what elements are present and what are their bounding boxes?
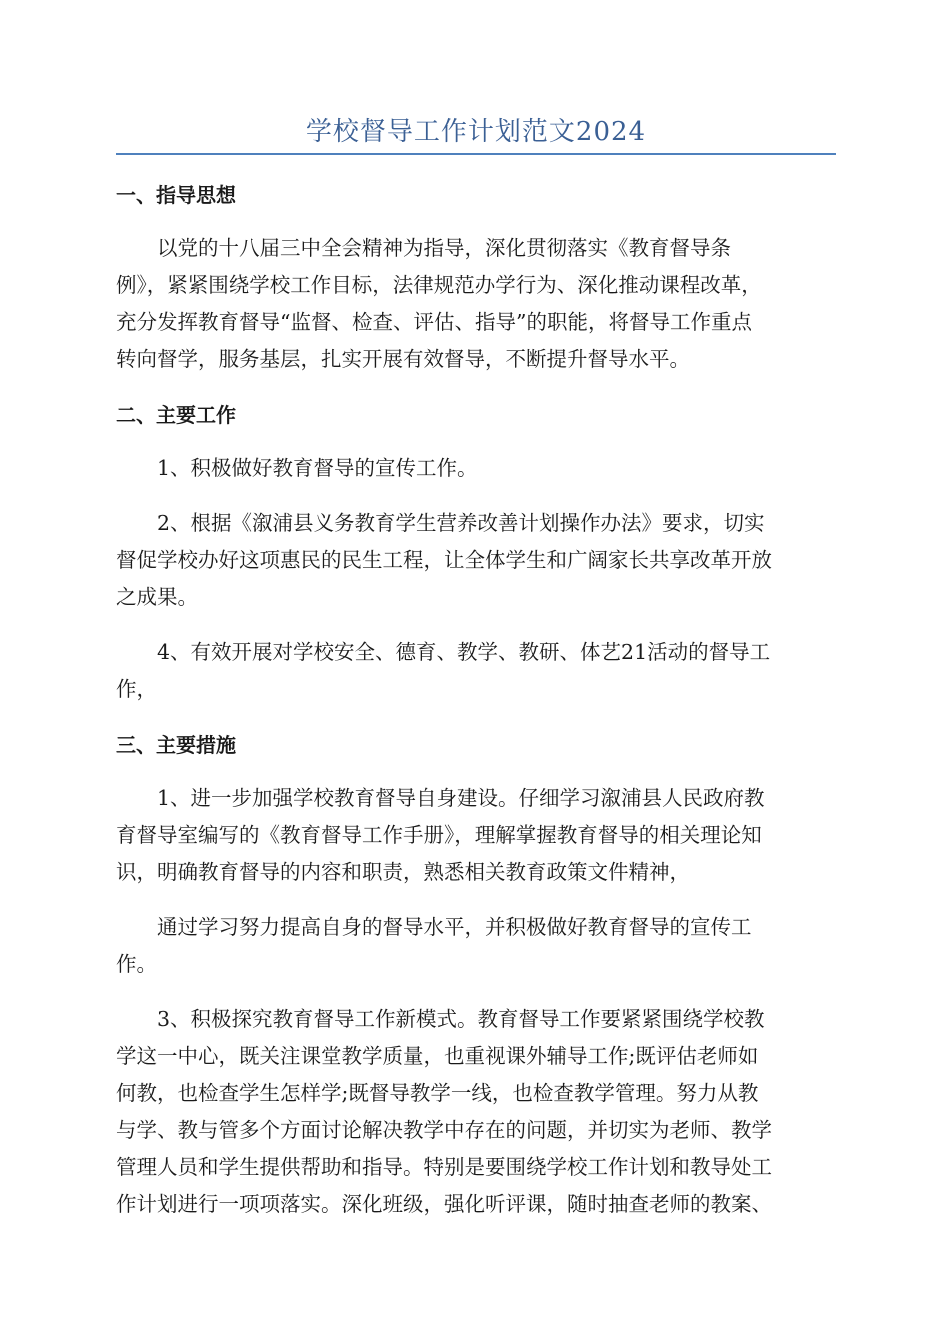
paragraph bbox=[116, 909, 836, 983]
paragraph bbox=[116, 505, 836, 616]
text-line: 例》，紧紧围绕学校工作目标，法律规范办学行为、深化推动课程改革， bbox=[116, 273, 762, 297]
text-line: 育督导室编写的《教育督导工作手册》，理解掌握教育督导的相关理论知 bbox=[116, 823, 762, 847]
text-line: 督促学校办好这项惠民的民生工程，让全体学生和广阔家长共享改革开放 bbox=[116, 548, 772, 572]
text-line: 何教，也检查学生怎样学;既督导教学一线，也检查教学管理。努力从教 bbox=[116, 1081, 759, 1105]
text-line: 充分发挥教育督导“监督、检查、评估、指导”的职能，将督导工作重点 bbox=[116, 310, 752, 334]
text-line: 1、积极做好教育督导的宣传工作。 bbox=[157, 456, 478, 480]
text-line: 1、进一步加强学校教育督导自身建设。仔细学习溆浦县人民政府教 bbox=[157, 786, 765, 810]
section-heading: 三、主要措施 bbox=[116, 733, 236, 757]
document-body bbox=[116, 176, 836, 1241]
text-line: 2、根据《溆浦县义务教育学生营养改善计划操作办法》要求，切实 bbox=[157, 511, 765, 535]
text-line: 学这一中心，既关注课堂教学质量，也重视课外辅导工作;既评估老师如 bbox=[116, 1044, 759, 1068]
text-line: 管理人员和学生提供帮助和指导。特别是要围绕学校工作计划和教导处工 bbox=[116, 1155, 772, 1179]
text-line: 4、有效开展对学校安全、德育、教学、教研、体艺21活动的督导工 bbox=[157, 640, 771, 664]
paragraph bbox=[116, 1001, 836, 1223]
text-line: 作。 bbox=[116, 952, 157, 976]
text-line: 3、积极探究教育督导工作新模式。教育督导工作要紧紧围绕学校教 bbox=[157, 1007, 765, 1031]
paragraph bbox=[116, 780, 836, 891]
text-line: 作计划进行一项项落实。深化班级，强化听评课，随时抽查老师的教案、 bbox=[116, 1192, 772, 1216]
title-underline bbox=[116, 153, 836, 155]
section-heading: 二、主要工作 bbox=[116, 403, 236, 427]
text-line: 作， bbox=[116, 677, 157, 701]
text-line: 以党的十八届三中全会精神为指导，深化贯彻落实《教育督导条 bbox=[157, 236, 731, 260]
paragraph bbox=[116, 450, 836, 487]
text-line: 与学、教与管多个方面讨论解决教学中存在的问题，并切实为老师、教学 bbox=[116, 1118, 772, 1142]
document-title: 学校督导工作计划范文2024 bbox=[305, 117, 647, 147]
paragraph bbox=[116, 634, 836, 708]
paragraph bbox=[116, 230, 836, 378]
section-heading: 一、指导思想 bbox=[116, 183, 236, 207]
text-line: 识，明确教育督导的内容和职责，熟悉相关教育政策文件精神， bbox=[116, 860, 690, 884]
text-line: 通过学习努力提高自身的督导水平，并积极做好教育督导的宣传工 bbox=[157, 915, 752, 939]
text-line: 之成果。 bbox=[116, 585, 198, 609]
text-line: 转向督学，服务基层，扎实开展有效督导，不断提升督导水平。 bbox=[116, 347, 690, 371]
